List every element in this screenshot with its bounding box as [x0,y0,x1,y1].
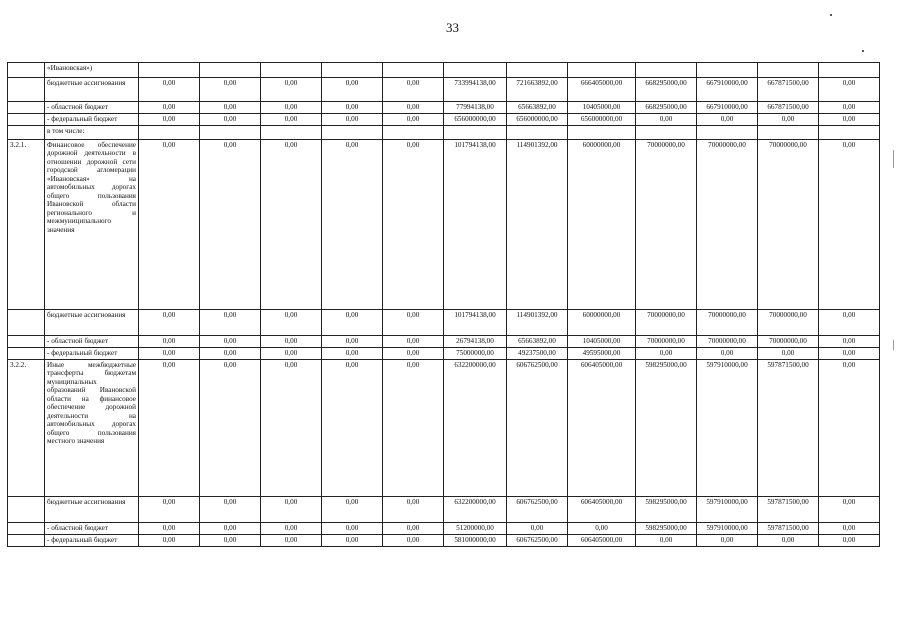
value-cell: 65663892,00 [507,336,568,348]
row-name-cell: «Ивановская») [45,63,139,78]
value-cell [758,126,819,140]
value-cell: 49237500,00 [507,348,568,360]
row-name-cell: - областной бюджет [45,336,139,348]
row-number-cell [8,497,45,523]
value-cell [322,126,383,140]
table-row [8,360,880,497]
value-cell: 667910000,00 [697,102,758,114]
row-number-cell [8,535,45,547]
value-cell: 0,00 [758,114,819,126]
row-number-cell [8,63,45,78]
value-cell: 0,00 [200,102,261,114]
value-cell: 26794138,00 [444,336,507,348]
value-cell: 0,00 [322,78,383,102]
value-cell: 0,00 [322,336,383,348]
value-cell: 0,00 [383,535,444,547]
value-cell: 0,00 [383,102,444,114]
value-cell: 0,00 [819,360,880,497]
value-cell: 632200000,00 [444,360,507,497]
value-cell: 0,00 [139,336,200,348]
value-cell: 656000000,00 [507,114,568,126]
value-cell: 0,00 [322,360,383,497]
value-cell: 0,00 [383,497,444,523]
value-cell [636,63,697,78]
value-cell: 0,00 [819,78,880,102]
row-name-cell: в том числе: [45,126,139,140]
value-cell: 70000000,00 [636,310,697,336]
table-row [8,535,880,547]
value-cell: 598295000,00 [636,523,697,535]
value-cell: 0,00 [697,114,758,126]
row-number-cell [8,102,45,114]
value-cell: 0,00 [200,114,261,126]
value-cell: 632200000,00 [444,497,507,523]
value-cell: 0,00 [322,140,383,310]
budget-table [7,62,880,547]
table-row [8,114,880,126]
value-cell: 667871500,00 [758,102,819,114]
row-number-cell [8,348,45,360]
value-cell: 0,00 [139,310,200,336]
value-cell: 668295000,00 [636,102,697,114]
value-cell: 0,00 [200,310,261,336]
value-cell: 0,00 [261,360,322,497]
value-cell: 60000000,00 [568,310,636,336]
value-cell: 606762500,00 [507,535,568,547]
value-cell: 597910000,00 [697,497,758,523]
value-cell: 70000000,00 [697,140,758,310]
value-cell: 0,00 [261,114,322,126]
value-cell: 101794138,00 [444,140,507,310]
value-cell: 0,00 [139,360,200,497]
value-cell [261,63,322,78]
value-cell: 0,00 [819,140,880,310]
value-cell: 0,00 [200,140,261,310]
value-cell: 0,00 [139,523,200,535]
value-cell: 0,00 [383,523,444,535]
value-cell: 65663892,00 [507,102,568,114]
value-cell: 10405000,00 [568,336,636,348]
value-cell: 0,00 [200,497,261,523]
value-cell [383,63,444,78]
value-cell: 597910000,00 [697,523,758,535]
value-cell: 581000000,00 [444,535,507,547]
value-cell [383,126,444,140]
value-cell [444,126,507,140]
value-cell: 0,00 [636,535,697,547]
row-number-cell [8,114,45,126]
value-cell: 598295000,00 [636,497,697,523]
value-cell: 0,00 [139,348,200,360]
row-name-cell: - областной бюджет [45,102,139,114]
row-number-cell [8,523,45,535]
row-number-cell [8,126,45,140]
value-cell: 0,00 [758,535,819,547]
value-cell: 667910000,00 [697,78,758,102]
value-cell: 0,00 [383,140,444,310]
value-cell [697,63,758,78]
value-cell [758,63,819,78]
value-cell: 0,00 [322,114,383,126]
value-cell: 597871500,00 [758,497,819,523]
value-cell: 0,00 [383,360,444,497]
value-cell [636,126,697,140]
value-cell: 733994138,00 [444,78,507,102]
value-cell: 0,00 [383,310,444,336]
value-cell: 667871500,00 [758,78,819,102]
value-cell: 0,00 [697,535,758,547]
value-cell: 606405000,00 [568,360,636,497]
value-cell: 0,00 [261,535,322,547]
scan-speck [830,14,832,16]
table-row [8,523,880,535]
scan-speck [862,50,864,52]
value-cell: 49595000,00 [568,348,636,360]
value-cell: 0,00 [383,114,444,126]
value-cell: 656000000,00 [568,114,636,126]
value-cell: 0,00 [322,310,383,336]
value-cell [322,63,383,78]
value-cell: 0,00 [636,114,697,126]
table-row [8,497,880,523]
value-cell: 0,00 [819,535,880,547]
table-row [8,102,880,114]
row-name-cell: бюджетные ассигнования [45,497,139,523]
value-cell: 0,00 [139,497,200,523]
value-cell: 0,00 [200,336,261,348]
value-cell [819,126,880,140]
row-name-cell: Финансовое обеспечение дорожной деятельности в отношении дорожной сети городской агломерации «Ивановская» на автомобильных дорогах общего пользования Ивановской области регионального и межмуниципального значения [45,140,139,310]
value-cell [139,126,200,140]
table-row [8,310,880,336]
value-cell: 597871500,00 [758,523,819,535]
value-cell [200,63,261,78]
value-cell: 0,00 [139,535,200,547]
row-number-cell: 3.2.2. [8,360,45,497]
value-cell [444,63,507,78]
value-cell: 70000000,00 [758,310,819,336]
value-cell [261,126,322,140]
value-cell: 0,00 [819,102,880,114]
value-cell: 0,00 [322,535,383,547]
value-cell: 606405000,00 [568,497,636,523]
row-name-cell: - федеральный бюджет [45,535,139,547]
value-cell: 10405000,00 [568,102,636,114]
value-cell: 606762500,00 [507,360,568,497]
value-cell: 0,00 [819,497,880,523]
row-name-cell: - федеральный бюджет [45,348,139,360]
value-cell: 668295000,00 [636,78,697,102]
value-cell: 0,00 [139,140,200,310]
table-row [8,126,880,140]
value-cell: 0,00 [322,497,383,523]
table-row [8,336,880,348]
value-cell: 0,00 [261,336,322,348]
value-cell: 0,00 [200,523,261,535]
row-name-cell: - федеральный бюджет [45,114,139,126]
row-number-cell [8,78,45,102]
value-cell: 0,00 [819,310,880,336]
value-cell: 0,00 [697,348,758,360]
value-cell: 0,00 [568,523,636,535]
value-cell: 60000000,00 [568,140,636,310]
value-cell: 606762500,00 [507,497,568,523]
value-cell: 656000000,00 [444,114,507,126]
row-name-cell: - областной бюджет [45,523,139,535]
value-cell [568,126,636,140]
value-cell: 666405000,00 [568,78,636,102]
value-cell: 75000000,00 [444,348,507,360]
value-cell: 0,00 [819,336,880,348]
value-cell: 0,00 [383,348,444,360]
row-number-cell [8,336,45,348]
value-cell: 0,00 [200,360,261,497]
value-cell: 70000000,00 [697,336,758,348]
table-row [8,63,880,78]
value-cell: 70000000,00 [697,310,758,336]
value-cell [139,63,200,78]
row-name-cell: Иные межбюджетные трансферты бюджетам муниципальных образований Ивановской области на финансовое обеспечение дорожной деятельности на автомобильных дорогах общего пользования местного значения [45,360,139,497]
value-cell: 0,00 [200,535,261,547]
scan-margin-mark [893,340,894,350]
value-cell: 70000000,00 [758,140,819,310]
value-cell: 70000000,00 [758,336,819,348]
value-cell: 0,00 [636,348,697,360]
value-cell: 0,00 [261,497,322,523]
value-cell: 0,00 [383,336,444,348]
value-cell: 0,00 [139,102,200,114]
value-cell: 0,00 [261,78,322,102]
value-cell: 598295000,00 [636,360,697,497]
value-cell: 0,00 [383,78,444,102]
value-cell: 0,00 [139,78,200,102]
value-cell: 0,00 [322,348,383,360]
value-cell [507,126,568,140]
table-row [8,140,880,310]
value-cell: 70000000,00 [636,140,697,310]
row-number-cell [8,310,45,336]
value-cell: 597871500,00 [758,360,819,497]
value-cell: 114901392,00 [507,140,568,310]
value-cell: 77994138,00 [444,102,507,114]
value-cell: 0,00 [261,523,322,535]
value-cell [200,126,261,140]
value-cell [568,63,636,78]
value-cell: 0,00 [261,348,322,360]
value-cell: 606405000,00 [568,535,636,547]
row-name-cell: бюджетные ассигнования [45,78,139,102]
value-cell: 0,00 [261,102,322,114]
value-cell: 0,00 [139,114,200,126]
value-cell: 70000000,00 [636,336,697,348]
table-row [8,348,880,360]
row-name-cell: бюджетные ассигнования [45,310,139,336]
page-number: 33 [446,20,459,35]
value-cell: 101794138,00 [444,310,507,336]
value-cell: 0,00 [261,310,322,336]
value-cell: 0,00 [819,523,880,535]
value-cell: 0,00 [200,348,261,360]
value-cell: 721663892,00 [507,78,568,102]
value-cell: 51200000,00 [444,523,507,535]
value-cell: 0,00 [322,102,383,114]
value-cell: 0,00 [322,523,383,535]
row-number-cell: 3.2.1. [8,140,45,310]
value-cell [819,63,880,78]
value-cell [507,63,568,78]
value-cell: 114901392,00 [507,310,568,336]
value-cell: 0,00 [819,348,880,360]
value-cell: 0,00 [507,523,568,535]
value-cell: 0,00 [200,78,261,102]
scan-margin-mark [893,150,894,168]
value-cell: 0,00 [819,114,880,126]
value-cell: 597910000,00 [697,360,758,497]
value-cell: 0,00 [261,140,322,310]
value-cell: 0,00 [758,348,819,360]
table-row [8,78,880,102]
value-cell [697,126,758,140]
